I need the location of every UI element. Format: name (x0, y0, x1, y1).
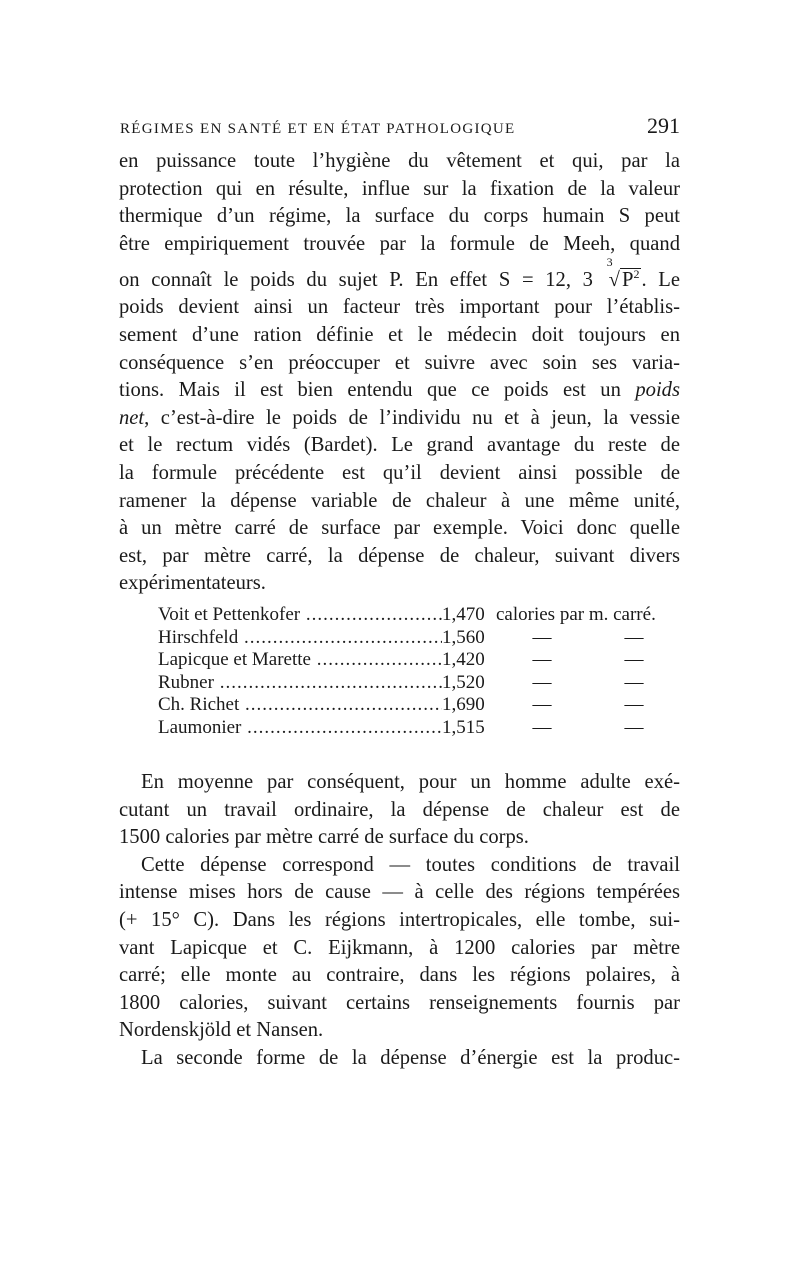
ditto-dash: — (624, 694, 644, 715)
text-line: 1800 calories, suivant certains renseignements fournis par (119, 991, 680, 1014)
radicand (620, 268, 641, 291)
text-line: en puissance toute l’hygiène du vêtement et qui, par la (119, 150, 680, 172)
text-line: Nordenskjöld et Nansen. (119, 1019, 324, 1042)
cube-root-formula: 3 $√P^2$ (605, 261, 642, 294)
radicand-exponent: 2 (633, 267, 640, 282)
text-line: 1500 calories par mètre carré de surface du corps. (119, 826, 529, 849)
text-line (119, 405, 680, 433)
italic-word: net (119, 406, 145, 429)
experimenter-name: Lapicque et Marette ..... (158, 649, 442, 672)
experimenter-name: Laumonier ..... (158, 717, 442, 740)
text-line: la formule précédente est qu’il devient ainsi possible de (119, 461, 680, 484)
text-line: sement d’une ration définie et le médecin doit toujours en (119, 323, 680, 346)
text-line: être empiriquement trouvée par la formule de Meeh, quand (119, 232, 680, 255)
calorie-value: 1,690 (442, 694, 485, 715)
ditto-dash: — (624, 671, 644, 693)
formula-text: on connaît le poids du sujet P. En effet S = 12, 3 (119, 269, 593, 292)
page-header (120, 113, 680, 139)
italic-word: poids (635, 379, 680, 402)
text-line: (+ 15° C). Dans les régions intertropicales, elle tombe, sui- (119, 908, 680, 931)
ditto-dash: — (532, 716, 552, 738)
ditto-dash: — (624, 716, 644, 738)
text-line: cutant un travail ordinaire, la dépense de chaleur est de (119, 798, 680, 821)
text-line: thermique d’un régime, la surface du corps humain S peut (119, 205, 680, 228)
calorie-value: 1,560 (442, 626, 485, 648)
text-line (119, 377, 680, 405)
ditto-dash: — (624, 626, 644, 648)
calorie-value: 1,520 (442, 671, 485, 693)
text-segment: , c’est-à-dire le poids de l’individu nu et à jeun, la vessie (144, 406, 680, 429)
calorie-value: 1,420 (442, 649, 485, 670)
experimenter-name: Voit et Pettenkofer ..... (158, 604, 442, 627)
text-line: La seconde forme de la dépense d’énergie est la produc- (141, 1046, 680, 1069)
text-segment: tions. Mais il est bien entendu que ce poids est un (119, 379, 621, 402)
table-row (158, 672, 680, 695)
table-row (158, 627, 680, 650)
root-index: 3 (606, 255, 613, 270)
experimenter-name: Rubner ..... (158, 672, 442, 695)
text-line: est, par mètre carré, la dépense de chaleur, suivant divers (119, 544, 680, 567)
paragraph-2 (119, 769, 680, 1073)
table-row (158, 604, 680, 627)
formula-line (119, 255, 680, 294)
ditto-dash: — (532, 671, 552, 693)
ditto-dash: — (532, 694, 552, 715)
page-number: 291 (647, 113, 680, 138)
ditto-dash: — (624, 649, 644, 670)
text-line: carré; elle monte au contraire, dans les régions polaires, à (119, 964, 680, 987)
experimenter-name: Hirschfeld ..... (158, 627, 442, 650)
text-line: intense mises hors de cause — à celle des régions tempérées (119, 881, 680, 904)
paragraph-1 (119, 148, 680, 598)
experimenter-name: Ch. Richet ..... (158, 694, 442, 717)
formula-tail: . Le (641, 269, 680, 292)
text-line: En moyenne par conséquent, pour un homme adulte exé- (141, 771, 680, 793)
ditto-dash: — (532, 626, 552, 648)
text-line: vant Lapicque et C. Eijkmann, à 1200 calories par mètre (119, 936, 680, 959)
text-line: et le rectum vidés (Bardet). Le grand avantage du reste de (119, 434, 680, 457)
table-row (158, 717, 680, 740)
calorie-table (158, 604, 680, 739)
radicand-base: P (621, 269, 634, 292)
text-line: Cette dépense correspond — toutes conditions de travail (141, 853, 680, 876)
table-row (158, 694, 680, 717)
running-title: RÉGIMES EN SANTÉ ET EN ÉTAT PATHOLOGIQUE (120, 121, 516, 137)
text-line: expérimentateurs. (119, 572, 266, 595)
text-line: à un mètre carré de surface par exemple. Voici donc quelle (119, 517, 680, 540)
unit-header: calories par m. carré. (496, 604, 656, 625)
calorie-value: 1,515 (442, 716, 485, 738)
text-line: ramener la dépense variable de chaleur à une même unité, (119, 489, 680, 512)
calorie-value: 1,470 (442, 604, 485, 625)
text-line: poids devient ainsi un facteur très important pour l’établis- (119, 296, 680, 319)
text-line: conséquence s’en préoccuper et suivre avec soin ses varia- (119, 351, 680, 374)
ditto-dash: — (532, 649, 552, 670)
table-row (158, 649, 680, 672)
text-line: protection qui en résulte, influe sur la fixation de la valeur (119, 177, 680, 200)
